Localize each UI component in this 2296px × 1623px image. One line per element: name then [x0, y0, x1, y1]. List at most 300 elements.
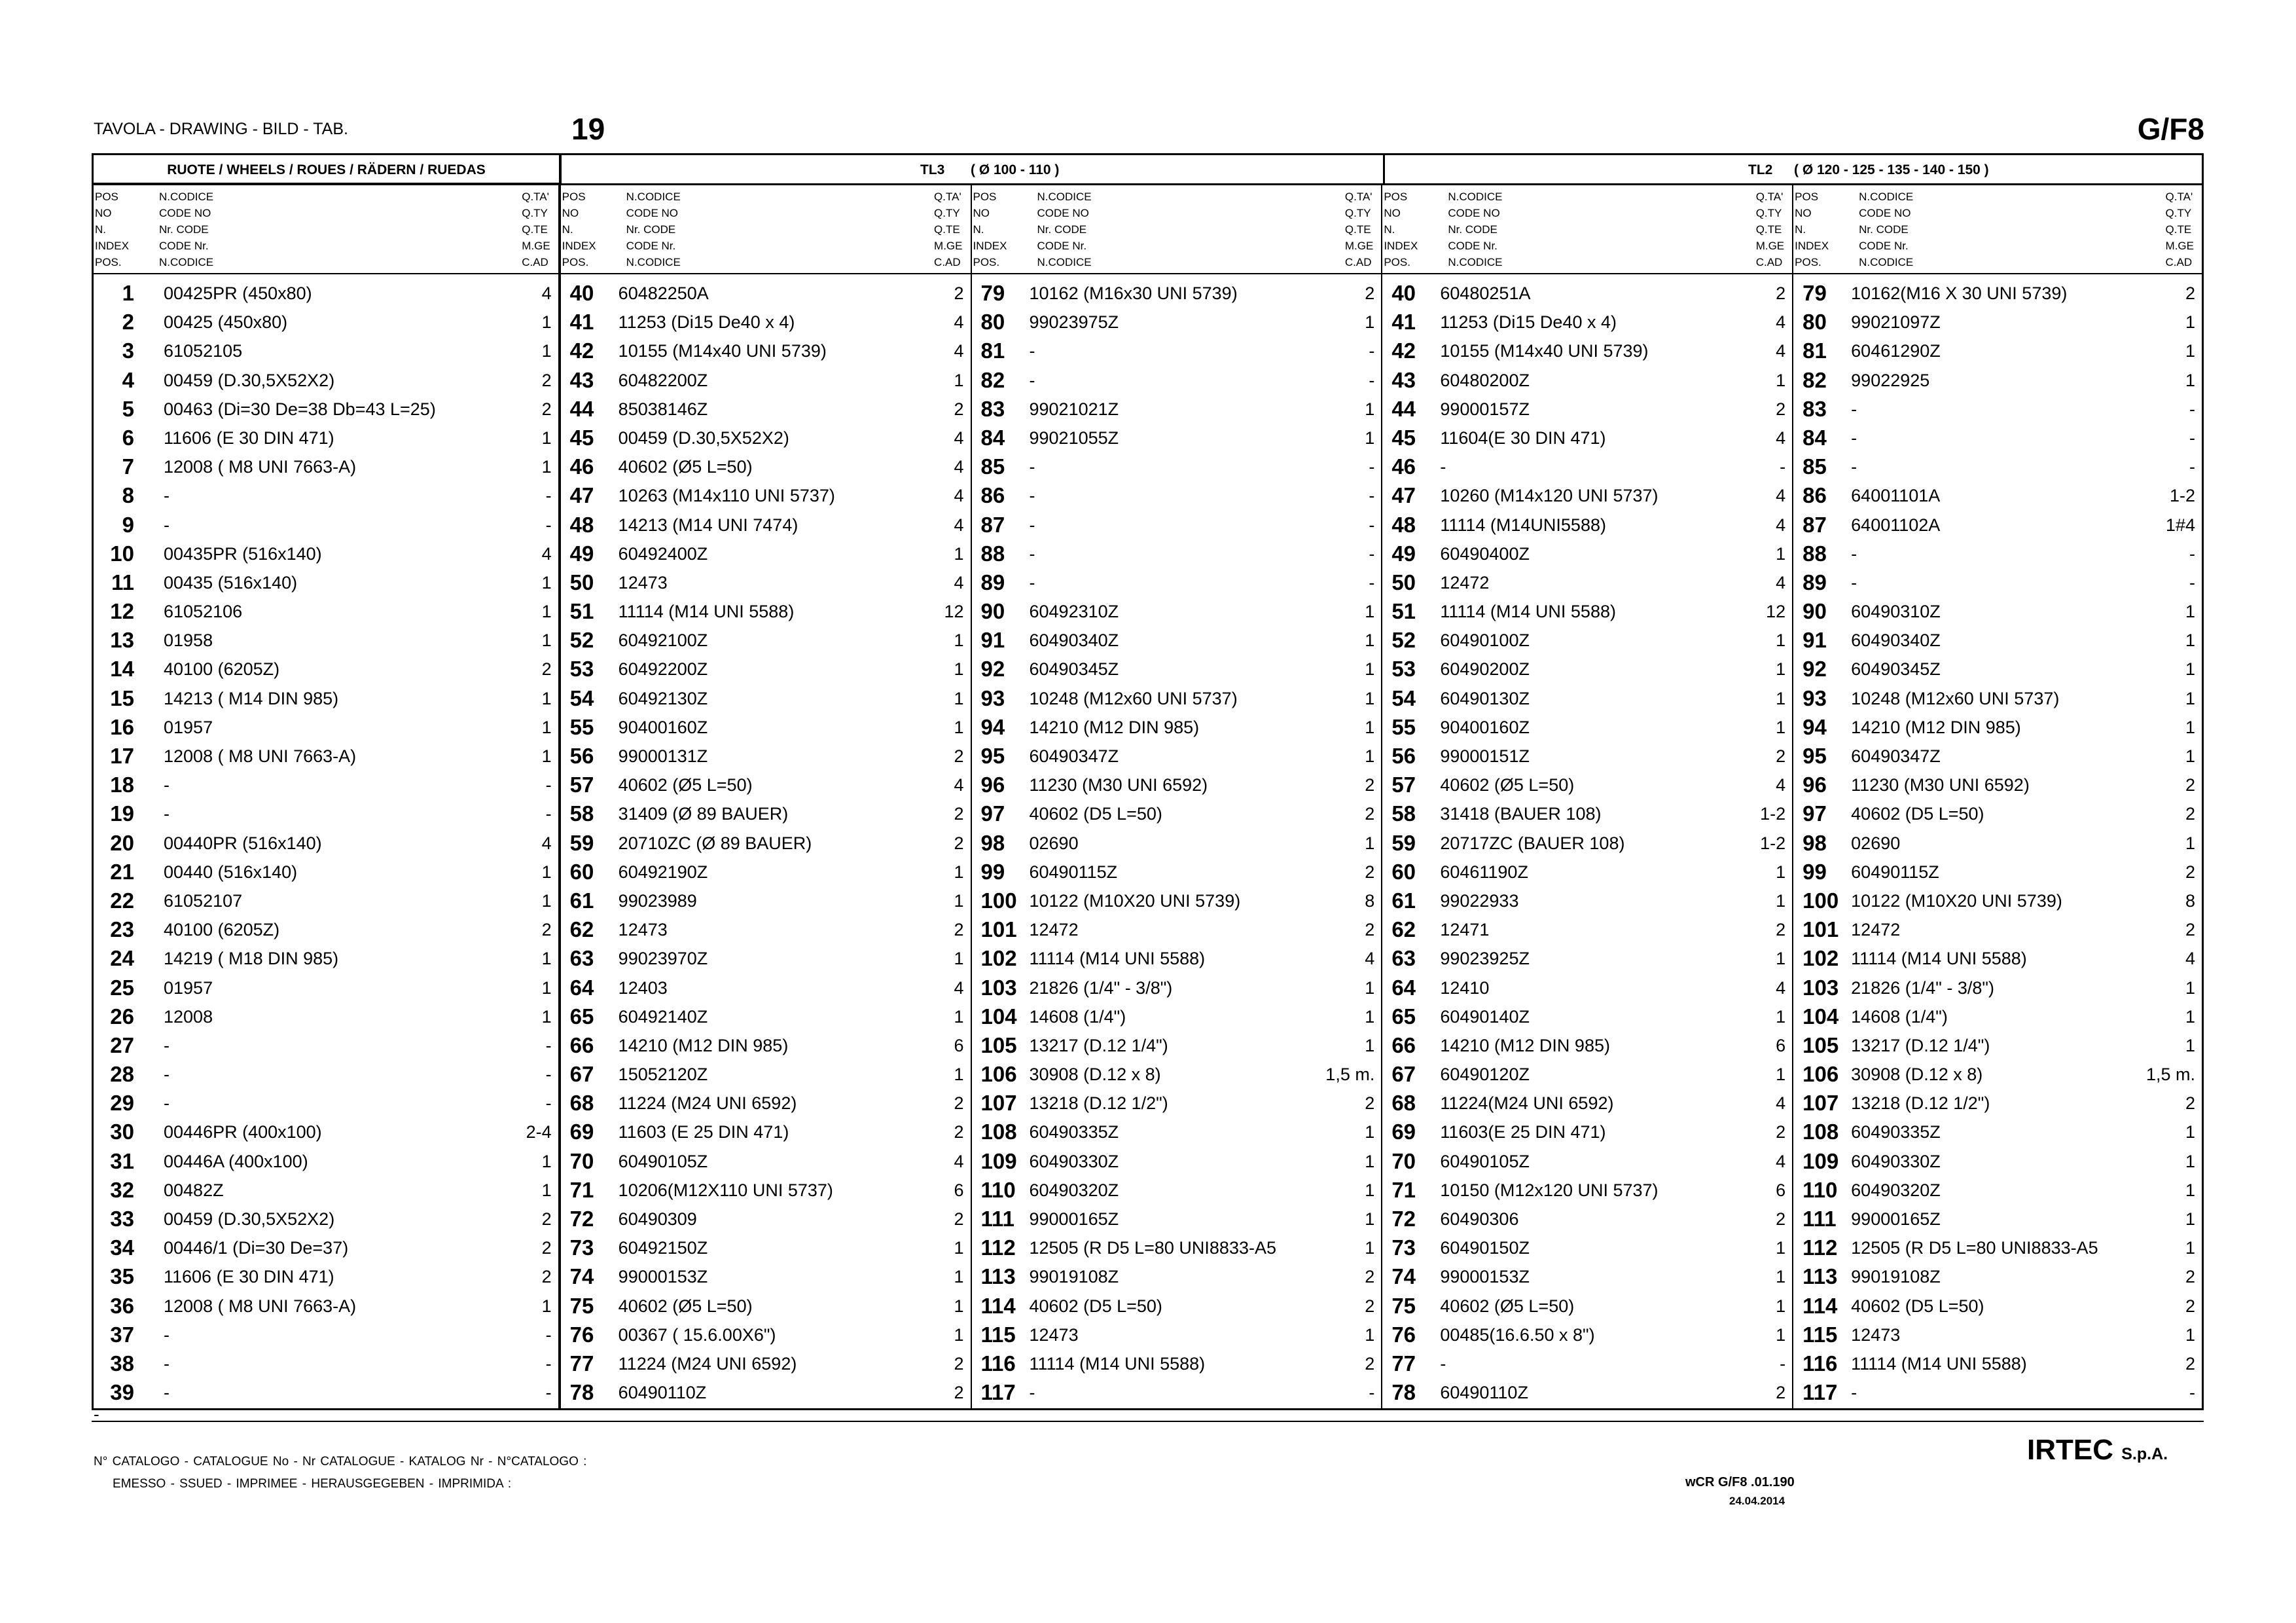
- row-quantity: -: [2189, 572, 2195, 593]
- row-code: 10122 (M10X20 UNI 5739): [1851, 890, 2062, 911]
- row-quantity: 2: [1365, 1353, 1375, 1374]
- row-code: 60492100Z: [618, 630, 708, 651]
- row-quantity: 2: [1776, 399, 1786, 419]
- table-row: [94, 1233, 558, 1262]
- row-position: 104: [980, 1004, 1017, 1029]
- row-code: 21826 (1/4" - 3/8"): [1851, 977, 1994, 998]
- row-code: 11224 (M24 UNI 6592): [618, 1093, 797, 1114]
- row-position: 70: [569, 1148, 594, 1173]
- row-quantity: 1: [2185, 977, 2195, 998]
- row-code: 14608 (1/4"): [1851, 1006, 1948, 1027]
- row-position: 49: [1391, 541, 1416, 566]
- row-position: 110: [980, 1177, 1016, 1202]
- table-row: [94, 1146, 558, 1175]
- row-position: 51: [1391, 599, 1416, 624]
- row-code: 99019108Z: [1029, 1267, 1119, 1287]
- row-position: 63: [569, 946, 594, 971]
- row-code: 14608 (1/4"): [1029, 1006, 1126, 1027]
- table-row: [561, 394, 971, 423]
- row-position: 108: [980, 1120, 1017, 1144]
- table-row: [1382, 625, 1792, 654]
- table-row: [972, 1349, 1382, 1377]
- row-quantity: 1: [541, 746, 552, 766]
- row-code: 10122 (M10X20 UNI 5739): [1029, 890, 1241, 911]
- row-quantity: 4: [1776, 312, 1786, 333]
- table-row: [972, 943, 1382, 972]
- table-row: [972, 1002, 1382, 1030]
- row-position: 23: [110, 917, 134, 942]
- table-row: [1793, 1030, 2202, 1059]
- qty-header: Q.TA' Q.TY Q.TE M.GE C.AD: [934, 191, 963, 268]
- row-position: 44: [569, 396, 594, 421]
- row-position: 107: [980, 1091, 1017, 1116]
- table-row: [94, 654, 558, 683]
- row-code: 11606 (E 30 DIN 471): [164, 1267, 334, 1287]
- row-code: 31418 (BAUER 108): [1440, 804, 1602, 824]
- table-row: [561, 943, 971, 972]
- row-quantity: 1: [954, 1006, 964, 1027]
- row-code: 60490100Z: [1440, 630, 1530, 651]
- row-quantity: 1: [2185, 1122, 2195, 1142]
- row-code: 60490335Z: [1851, 1122, 1941, 1142]
- table-row: [1382, 799, 1792, 828]
- table-row: [94, 423, 558, 452]
- row-quantity: -: [1780, 1353, 1786, 1374]
- row-quantity: 1: [954, 688, 964, 708]
- row-position: 85: [980, 454, 1005, 479]
- row-quantity: 1: [1776, 862, 1786, 882]
- table-row: [94, 336, 558, 365]
- row-quantity: 1: [541, 890, 552, 911]
- row-position: 56: [569, 744, 594, 768]
- row-position: 5: [122, 396, 134, 421]
- code-header: N.CODICE CODE NO Nr. CODE CODE Nr. N.CODICE: [626, 191, 681, 268]
- row-code: 99000157Z: [1440, 399, 1530, 419]
- row-quantity: 1: [541, 977, 552, 998]
- row-code: 30908 (D.12 x 8): [1029, 1065, 1161, 1085]
- row-quantity: 4: [1776, 977, 1786, 998]
- tl2-diameter: ( Ø 120 - 125 - 135 - 140 - 150 ): [1794, 162, 1989, 177]
- row-code: 99023975Z: [1029, 312, 1119, 333]
- table-row: [972, 770, 1382, 799]
- table-row: [1793, 423, 2202, 452]
- row-quantity: 6: [954, 1180, 964, 1200]
- table-row: [561, 307, 971, 336]
- row-position: 115: [1803, 1322, 1838, 1347]
- row-position: 73: [569, 1235, 594, 1260]
- row-code: -: [164, 1093, 170, 1114]
- row-code: 10162 (M16x30 UNI 5739): [1029, 283, 1238, 303]
- pos-header: POS NO N. INDEX POS.: [562, 191, 596, 268]
- row-quantity: -: [2189, 1383, 2195, 1403]
- row-position: 2: [122, 310, 134, 335]
- row-quantity: 8: [2185, 890, 2195, 911]
- table-row: [561, 596, 971, 625]
- row-quantity: 2: [954, 1353, 964, 1374]
- row-position: 65: [569, 1004, 594, 1029]
- row-position: 22: [110, 888, 134, 913]
- table-row: [1793, 365, 2202, 394]
- row-code: 02690: [1029, 833, 1079, 853]
- row-position: 6: [122, 425, 134, 450]
- row-quantity: 1: [541, 602, 552, 622]
- row-quantity: 2: [1365, 862, 1375, 882]
- row-code: 10155 (M14x40 UNI 5739): [1440, 341, 1649, 361]
- row-code: 40602 (Ø5 L=50): [618, 457, 753, 477]
- table-row: [1793, 684, 2202, 712]
- table-row: [561, 828, 971, 857]
- row-position: 89: [1803, 570, 1827, 594]
- row-position: 14: [110, 657, 134, 682]
- table-row: [1382, 654, 1792, 683]
- row-code: -: [1851, 1383, 1857, 1403]
- row-position: 67: [1391, 1062, 1416, 1087]
- tl3-caption: [562, 155, 1385, 185]
- table-row: [1382, 307, 1792, 336]
- table-row: [972, 1117, 1382, 1146]
- row-code: 60490345Z: [1029, 659, 1119, 680]
- table-row: [1793, 394, 2202, 423]
- row-position: 67: [569, 1062, 594, 1087]
- table-row: [972, 1088, 1382, 1117]
- table-row: [1382, 1146, 1792, 1175]
- row-position: 48: [569, 512, 594, 537]
- row-position: 51: [569, 599, 594, 624]
- row-code: 12008 ( M8 UNI 7663-A): [164, 746, 357, 766]
- row-position: 75: [569, 1293, 594, 1318]
- row-quantity: 1: [2185, 746, 2195, 766]
- table-row: [561, 278, 971, 307]
- row-code: 00485(16.6.50 x 8"): [1440, 1324, 1595, 1345]
- row-code: 60490340Z: [1029, 630, 1119, 651]
- table-row: [561, 1146, 971, 1175]
- code-header: N.CODICE CODE NO Nr. CODE CODE Nr. N.CODICE: [1448, 191, 1503, 268]
- table-row: [1793, 1233, 2202, 1262]
- row-position: 49: [569, 541, 594, 566]
- row-code: 12008 ( M8 UNI 7663-A): [164, 457, 357, 477]
- row-code: 11114 (M14 UNI 5588): [1029, 949, 1206, 969]
- row-quantity: 2: [1776, 746, 1786, 766]
- row-code: 12473: [1029, 1324, 1079, 1345]
- row-quantity: 4: [954, 775, 964, 795]
- row-code: 60490115Z: [1029, 862, 1118, 882]
- table-row: [1382, 1262, 1792, 1290]
- row-code: -: [1851, 457, 1857, 477]
- row-code: 60482200Z: [618, 370, 708, 390]
- table-row: [561, 1377, 971, 1406]
- row-code: 12505 (R D5 L=80 UNI8833-A5: [1851, 1238, 2098, 1258]
- row-code: 60490115Z: [1851, 862, 1939, 882]
- table-row: [1793, 307, 2202, 336]
- table-row: [972, 307, 1382, 336]
- row-quantity: 2: [1365, 1093, 1375, 1114]
- row-position: 39: [110, 1380, 134, 1405]
- row-quantity: 1: [1365, 312, 1375, 333]
- row-code: 99021097Z: [1851, 312, 1941, 333]
- table-row: [972, 1059, 1382, 1088]
- row-code: 13217 (D.12 1/4"): [1851, 1035, 1990, 1055]
- table-row: [94, 828, 558, 857]
- table-row: [972, 539, 1382, 568]
- row-code: 61052106: [164, 602, 243, 622]
- row-position: 61: [569, 888, 594, 913]
- row-code: 11114 (M14 UNI 5588): [1029, 1353, 1206, 1374]
- row-quantity: 1: [1365, 833, 1375, 853]
- row-code: 60490335Z: [1029, 1122, 1119, 1142]
- row-code: 14210 (M12 DIN 985): [618, 1035, 789, 1055]
- row-position: 53: [1391, 657, 1416, 682]
- row-code: -: [164, 1035, 170, 1055]
- row-quantity: -: [1369, 515, 1375, 535]
- row-quantity: 2: [1365, 920, 1375, 940]
- row-position: 99: [980, 859, 1005, 884]
- qty-header: Q.TA' Q.TY Q.TE M.GE C.AD: [522, 191, 550, 268]
- row-position: 33: [110, 1207, 134, 1231]
- row-quantity: 1: [954, 890, 964, 911]
- row-quantity: 2: [1365, 283, 1375, 303]
- row-position: 88: [1803, 541, 1827, 566]
- row-code: 20710ZC (Ø 89 BAUER): [618, 833, 812, 853]
- table-row: [972, 1146, 1382, 1175]
- row-position: 94: [1803, 714, 1827, 739]
- row-code: 10162(M16 X 30 UNI 5739): [1851, 283, 2068, 303]
- row-code: 12472: [1851, 920, 1901, 940]
- row-code: -: [1029, 486, 1035, 506]
- row-code: 11603(E 25 DIN 471): [1440, 1122, 1606, 1142]
- table-row: [1382, 1320, 1792, 1349]
- row-position: 58: [569, 801, 594, 826]
- row-position: 19: [110, 801, 134, 826]
- row-position: 9: [122, 512, 134, 537]
- table-row: [94, 1059, 558, 1088]
- row-quantity: 4: [1365, 949, 1375, 969]
- row-quantity: 4: [1776, 341, 1786, 361]
- table-row: [972, 1233, 1382, 1262]
- row-code: 11224 (M24 UNI 6592): [618, 1353, 797, 1374]
- table-row: [1793, 568, 2202, 596]
- row-position: 109: [1803, 1148, 1839, 1173]
- row-code: 60492130Z: [618, 688, 708, 708]
- row-quantity: 4: [954, 515, 964, 535]
- row-quantity: 2: [1776, 283, 1786, 303]
- row-position: 68: [1391, 1091, 1416, 1116]
- row-code: -: [1851, 428, 1857, 448]
- row-position: 105: [1803, 1032, 1839, 1057]
- table-row: [1793, 1349, 2202, 1377]
- row-quantity: 2: [954, 399, 964, 419]
- row-quantity: 2: [2185, 775, 2195, 795]
- table-row: [1382, 394, 1792, 423]
- row-quantity: 1: [2185, 341, 2195, 361]
- row-position: 55: [569, 714, 594, 739]
- table-row: [972, 510, 1382, 539]
- row-code: 40602 (Ø5 L=50): [1440, 775, 1575, 795]
- row-code: 11114 (M14 UNI 5588): [1851, 949, 2027, 969]
- row-quantity: 1: [2185, 1238, 2195, 1258]
- row-code: 02690: [1851, 833, 1901, 853]
- row-quantity: -: [545, 1035, 552, 1055]
- row-quantity: 4: [1776, 428, 1786, 448]
- row-code: 40100 (6205Z): [164, 659, 280, 680]
- row-code: 11114 (M14 UNI 5588): [618, 602, 795, 622]
- table-row: [1382, 365, 1792, 394]
- row-position: 80: [980, 310, 1005, 335]
- row-position: 13: [110, 628, 134, 653]
- row-code: -: [1851, 543, 1857, 564]
- table-row: [94, 973, 558, 1002]
- row-position: 28: [110, 1062, 134, 1087]
- table-row: [972, 973, 1382, 1002]
- parts-column-2: [561, 185, 972, 1408]
- table-row: [1382, 423, 1792, 452]
- pos-header: POS NO N. INDEX POS.: [95, 191, 129, 268]
- row-position: 102: [1803, 946, 1839, 971]
- row-quantity: 4: [954, 428, 964, 448]
- row-quantity: -: [2189, 428, 2195, 448]
- row-code: 64001102A: [1851, 515, 1941, 535]
- table-row: [561, 741, 971, 770]
- table-row: [972, 1030, 1382, 1059]
- row-position: 92: [1803, 657, 1827, 682]
- row-quantity: 4: [1776, 775, 1786, 795]
- row-quantity: 4: [1776, 515, 1786, 535]
- row-quantity: 1: [2185, 1209, 2195, 1229]
- table-row: [1793, 886, 2202, 915]
- row-code: -: [164, 1065, 170, 1085]
- row-position: 76: [1391, 1322, 1416, 1347]
- table-row: [1382, 452, 1792, 481]
- table-row: [94, 1291, 558, 1320]
- row-code: -: [164, 1324, 170, 1345]
- row-position: 8: [122, 483, 134, 508]
- row-quantity: 12: [1766, 602, 1786, 622]
- row-position: 31: [110, 1148, 134, 1173]
- row-quantity: 1: [954, 630, 964, 651]
- table-row: [1793, 625, 2202, 654]
- table-row: [972, 336, 1382, 365]
- row-code: 85038146Z: [618, 399, 708, 419]
- row-quantity: 4: [954, 486, 964, 506]
- row-quantity: -: [545, 1065, 552, 1085]
- table-row: [972, 365, 1382, 394]
- row-code: 60490110Z: [1440, 1383, 1528, 1403]
- row-code: 60490320Z: [1029, 1180, 1119, 1200]
- row-quantity: 4: [954, 1151, 964, 1171]
- row-position: 93: [1803, 685, 1827, 710]
- row-quantity: 1: [1365, 399, 1375, 419]
- table-row: [1793, 1088, 2202, 1117]
- table-row: [1793, 1204, 2202, 1233]
- row-code: 61052107: [164, 890, 243, 911]
- table-row: [94, 625, 558, 654]
- section-title: RUOTE / WHEELS / ROUES / RÄDERN / RUEDAS: [94, 155, 562, 185]
- table-row: [1793, 915, 2202, 943]
- row-quantity: 1: [1776, 1065, 1786, 1085]
- row-code: -: [1851, 572, 1857, 593]
- row-code: 11114 (M14 UNI 5588): [1440, 602, 1616, 622]
- row-position: 20: [110, 830, 134, 855]
- table-row: [561, 568, 971, 596]
- row-quantity: 1: [1365, 1035, 1375, 1055]
- table-row: [972, 568, 1382, 596]
- row-position: 109: [980, 1148, 1017, 1173]
- table-row: [94, 568, 558, 596]
- row-code: 01957: [164, 977, 213, 998]
- row-position: 41: [1391, 310, 1416, 335]
- row-code: 11224(M24 UNI 6592): [1440, 1093, 1614, 1114]
- row-code: 60461190Z: [1440, 862, 1528, 882]
- row-code: 60490330Z: [1029, 1151, 1119, 1171]
- table-row: [1382, 1175, 1792, 1204]
- row-quantity: 1: [1776, 659, 1786, 680]
- row-position: 77: [1391, 1351, 1416, 1376]
- row-quantity: 1: [541, 862, 552, 882]
- row-quantity: 1: [2185, 312, 2195, 333]
- row-position: 91: [1803, 628, 1827, 653]
- footer-divider: [92, 1421, 2204, 1422]
- row-position: 87: [980, 512, 1005, 537]
- row-quantity: 2: [2185, 920, 2195, 940]
- row-code: 64001101A: [1851, 486, 1941, 506]
- row-quantity: 1,5 m.: [1325, 1065, 1375, 1085]
- row-code: 11606 (E 30 DIN 471): [164, 428, 334, 448]
- row-position: 57: [569, 773, 594, 797]
- row-code: 11230 (M30 UNI 6592): [1029, 775, 1208, 795]
- row-position: 32: [110, 1177, 134, 1202]
- table-row: [972, 596, 1382, 625]
- row-code: 90400160Z: [1440, 717, 1530, 737]
- table-row: [1793, 1262, 2202, 1290]
- row-quantity: -: [1369, 486, 1375, 506]
- brand-name: IRTEC: [2027, 1434, 2113, 1466]
- row-position: 38: [110, 1351, 134, 1376]
- table-row: [94, 1204, 558, 1233]
- table-row: [1382, 828, 1792, 857]
- row-quantity: 2: [1776, 1209, 1786, 1229]
- table-row: [94, 684, 558, 712]
- table-row: [1793, 1175, 2202, 1204]
- row-code: 11114 (M14UNI5588): [1440, 515, 1606, 535]
- row-quantity: 1: [954, 1267, 964, 1287]
- row-position: 83: [980, 396, 1005, 421]
- row-quantity: -: [545, 1093, 552, 1114]
- row-code: 12472: [1440, 572, 1490, 593]
- table-row: [94, 741, 558, 770]
- table-row: [1382, 1088, 1792, 1117]
- parts-column-3: [972, 185, 1383, 1408]
- row-position: 81: [980, 338, 1005, 363]
- row-code: 10248 (M12x60 UNI 5737): [1029, 688, 1238, 708]
- row-position: 103: [980, 975, 1017, 1000]
- table-row: [94, 1117, 558, 1146]
- row-position: 92: [980, 657, 1005, 682]
- row-code: 99023925Z: [1440, 949, 1530, 969]
- row-quantity: 1: [954, 370, 964, 390]
- table-row: [972, 857, 1382, 886]
- table-row: [561, 481, 971, 509]
- row-position: 60: [1391, 859, 1416, 884]
- table-row: [94, 1088, 558, 1117]
- row-position: 75: [1391, 1293, 1416, 1318]
- qty-header: Q.TA' Q.TY Q.TE M.GE C.AD: [1344, 191, 1374, 268]
- row-quantity: 2: [954, 1383, 964, 1403]
- document-date: 24.04.2014: [1729, 1495, 1785, 1507]
- table-row: [1382, 1030, 1792, 1059]
- row-position: 54: [569, 685, 594, 710]
- row-code: 60490347Z: [1851, 746, 1941, 766]
- row-quantity: 1: [1365, 688, 1375, 708]
- row-position: 60: [569, 859, 594, 884]
